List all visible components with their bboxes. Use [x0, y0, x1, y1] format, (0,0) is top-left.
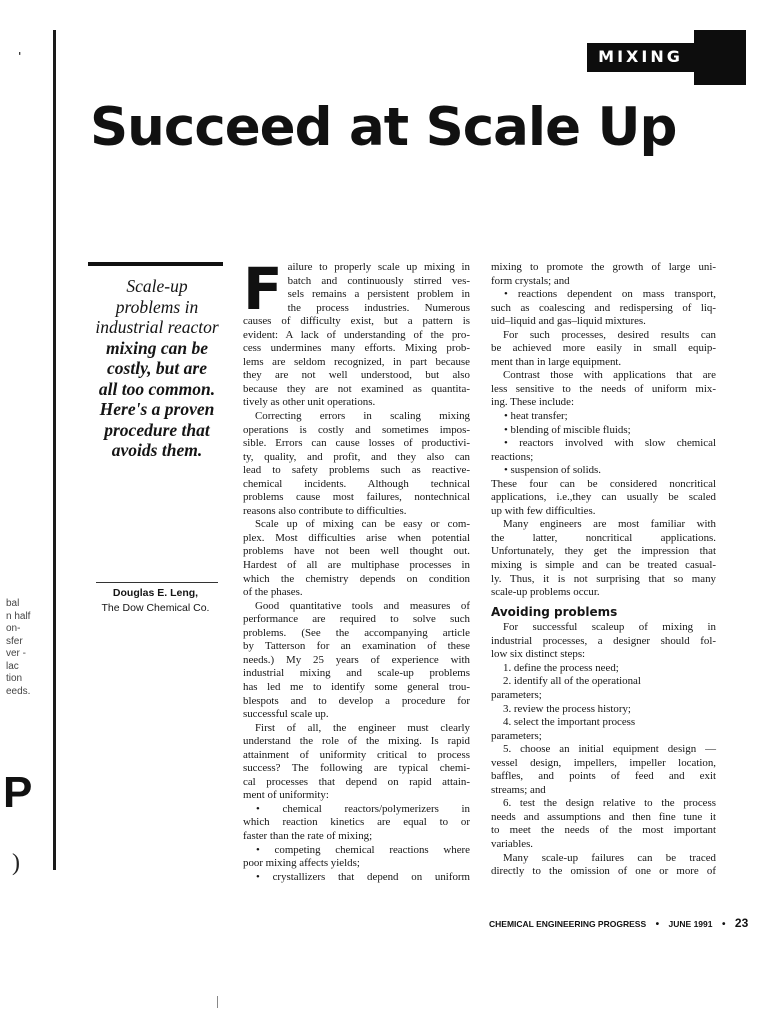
text-line: directly to the omission of one or more of	[491, 865, 716, 878]
bullet-line: • reactions dependent on mass transport,	[504, 288, 716, 301]
text-line: ly. Thus, it is not surprising that so many	[491, 572, 716, 585]
text-line: problems have not been well thought out.	[243, 545, 470, 558]
text-line: which reaction kinetics are equal to or	[243, 816, 470, 829]
text-line: Good quantitative tools and measures of	[255, 599, 470, 612]
bullet-line: • blending of miscible fluids;	[504, 423, 631, 436]
edge-text-fragments	[6, 598, 42, 698]
text-line: These four can be considered noncritical	[491, 477, 716, 490]
binding-edge-line	[53, 30, 56, 870]
text-line: tively as other unit operations.	[243, 396, 376, 409]
text-line: which the chemistry depends on condition	[243, 572, 470, 585]
text-line: successful scale up.	[243, 708, 329, 721]
step-line: parameters;	[491, 688, 542, 701]
text-line: chemical incidents. Although technical	[243, 477, 470, 490]
deck-line: costly, but are	[107, 358, 207, 378]
text-line: Scale up of mixing can be easy or com-	[255, 518, 470, 531]
author-organization: The Dow Chemical Co.	[101, 602, 210, 614]
text-line: ty, quality, and profit, and they also can	[243, 450, 470, 463]
edge-fragment-line: ver -	[6, 648, 26, 659]
text-line: attainment of uniformity critical to process	[243, 748, 470, 761]
step-line: baffles, and points of feed and exit	[491, 770, 716, 783]
text-line: mixing to promote the growth of large uni-	[491, 261, 716, 273]
text-line: be achieved more easily in small equip-	[491, 342, 716, 355]
text-line: blespots and to develop a procedure for	[243, 694, 470, 707]
text-line: the latter, noncritical applications.	[491, 531, 716, 544]
text-line: First of all, the engineer must clearly	[255, 721, 470, 734]
text-line: they are not well understood, but also	[243, 369, 470, 382]
text-line: the process industries. Numerous	[287, 301, 470, 314]
text-line: For successful scaleup of mixing in	[503, 621, 716, 634]
edge-mark: '	[18, 50, 22, 63]
text-line: industrial processes, a designer should fol-	[491, 634, 716, 647]
deck-line: mixing can be	[105, 337, 209, 358]
step-line: needs and assumptions and then fine tune it	[491, 810, 716, 823]
page-footer	[489, 914, 749, 932]
step-line: 1. define the process need;	[503, 661, 619, 674]
section-subhead: Avoiding problems	[491, 604, 618, 619]
text-line: operations is costly and sometimes impos-	[243, 423, 470, 436]
edge-fragment-line: on-	[6, 623, 21, 634]
article-headline: Succeed at Scale Up	[90, 97, 677, 158]
edge-fragment-line: tion	[6, 673, 23, 684]
step-line: 2. identify all of the operational	[503, 675, 641, 688]
step-line: vessel design, impellers, impeller location,	[491, 756, 716, 769]
deck-line: problems in	[115, 296, 199, 317]
step-line: 6. test the design relative to the process	[503, 797, 716, 810]
bullet-line: • crystallizers that depend on uniform	[256, 870, 470, 883]
text-line: faster than the rate of mixing;	[243, 829, 373, 842]
step-line: parameters;	[491, 729, 542, 742]
text-line: problems cause most failures, nontechnical	[243, 491, 470, 504]
text-line: performance are required to solve such	[243, 613, 470, 626]
text-line: Many engineers are most familiar with	[503, 518, 716, 531]
text-line: plex. Most difficulties arise when potential	[243, 531, 470, 544]
edge-fragment-letter: P	[3, 768, 33, 817]
text-line: ment than in large equipment.	[491, 355, 622, 368]
issue-date: JUNE 1991	[668, 919, 713, 929]
text-line: because they are not examined as quantita-	[243, 382, 470, 395]
text-line: Many scale-up failures can be traced	[503, 851, 716, 864]
text-line: batch and continuously stirred ves-	[287, 274, 470, 287]
text-line: scale-up problems occur.	[491, 586, 600, 599]
text-line: reactions;	[491, 450, 534, 463]
footer-bullet: •	[721, 919, 726, 930]
byline-rule	[96, 582, 218, 583]
text-line: understand the role of the mixing. Is rapid	[243, 735, 470, 748]
section-tag-block	[694, 30, 746, 85]
text-line: reasons also contribute to difficulties.	[243, 504, 407, 517]
bullet-line: • reactors involved with slow chemical	[504, 437, 716, 450]
edge-fragment-paren: )	[12, 850, 20, 876]
text-line: such as coalescing and redispersing of liq-	[491, 301, 716, 314]
text-line: applications, i.e.,they can usually be scaled	[491, 491, 716, 504]
deck-line: all too common.	[98, 378, 216, 399]
text-line: Contrast those with applications that are	[503, 369, 716, 382]
journal-name: CHEMICAL ENGINEERING PROGRESS	[489, 919, 647, 929]
deck-line: avoids them.	[111, 440, 203, 460]
text-line: industrial mixing and scale-up problems	[243, 667, 470, 680]
text-line: has led me to identify some general trou-	[243, 680, 470, 693]
section-tag	[587, 43, 694, 72]
edge-fragment-line: lac	[6, 660, 19, 672]
text-line: uid–liquid and gas–liquid mixtures.	[491, 315, 646, 328]
text-line: of the phases.	[243, 586, 303, 599]
text-line: evident: A lack of understanding of the pro-	[243, 328, 470, 341]
text-line: less sensitive to the needs of uniform mix-	[491, 382, 716, 395]
body-column-1	[243, 255, 470, 884]
step-line: 4. select the important process	[503, 716, 636, 729]
edge-fragment-line: sfer	[6, 635, 23, 647]
text-line: For such processes, desired results can	[503, 328, 716, 341]
text-line: form crystals; and	[491, 274, 570, 287]
text-line: ment of uniformity:	[243, 789, 329, 802]
text-line: causes of difficulty exist, but a pattern is	[243, 315, 470, 328]
footer-bullet: •	[655, 919, 660, 930]
text-line: success? The following are typical chemi-	[243, 762, 470, 775]
edge-fragment-line: n half	[6, 610, 31, 622]
text-line: ailure to properly scale up mixing in	[287, 261, 470, 273]
bullet-line: • suspension of solids.	[504, 464, 601, 477]
text-line: needs.) My 25 years of experience with	[243, 653, 470, 666]
article-deck	[88, 276, 226, 461]
step-line: to meet the needs of the most important	[491, 824, 716, 837]
text-line: problems. (See the accompanying article	[243, 626, 470, 639]
bullet-line: • heat transfer;	[504, 410, 568, 423]
text-line: up with few difficulties.	[491, 504, 596, 517]
scan-tick-mark	[217, 996, 218, 1008]
text-line: Correcting errors in scaling mixing	[255, 410, 470, 423]
deck-line: procedure that	[104, 419, 210, 440]
body-column-2	[491, 261, 716, 879]
author-name: Douglas E. Leng,	[112, 587, 199, 599]
text-line: lead to safety problems such as reactive-	[243, 464, 470, 477]
text-line: cal processes that depend on rapid attain-	[243, 775, 470, 788]
deck-rule	[88, 262, 223, 266]
step-line: 3. review the process history;	[503, 702, 631, 715]
text-line: Unfortunately, they get the impression that	[491, 545, 716, 558]
text-line: lems are seldom recognized, in part because	[243, 355, 470, 368]
drop-cap: F	[243, 255, 283, 323]
text-line: by Tatterson for an examination of these	[243, 640, 470, 653]
page-number: 23	[734, 916, 749, 930]
text-line: poor mixing affects yields;	[243, 857, 360, 870]
text-line: Hardest of all are multiphase processes in	[243, 559, 470, 572]
step-line: variables.	[491, 837, 534, 850]
text-line: cess undermines many efforts. Mixing prob-	[243, 342, 470, 355]
section-tag-label: MIXING	[598, 47, 683, 66]
edge-fragment-line: bal	[6, 598, 20, 609]
deck-line: Scale-up	[126, 276, 188, 296]
deck-line: industrial reactor	[95, 317, 219, 337]
edge-fragment-line: eeds.	[6, 685, 31, 697]
text-line: mixing is simple and can be treated casual-	[491, 559, 716, 572]
step-line: 5. choose an initial equipment design —	[503, 743, 716, 756]
text-line: ing. These include:	[491, 396, 574, 409]
text-line: sible. Errors can cause losses of productivi-	[243, 437, 470, 450]
bullet-line: • chemical reactors/polymerizers in	[256, 802, 470, 815]
text-line: sels remains a persistent problem in	[287, 288, 470, 301]
step-line: streams; and	[491, 783, 546, 796]
bullet-line: • competing chemical reactions where	[256, 843, 470, 856]
text-line: low six distinct steps:	[491, 648, 586, 661]
deck-line: Here's a proven	[99, 399, 215, 419]
